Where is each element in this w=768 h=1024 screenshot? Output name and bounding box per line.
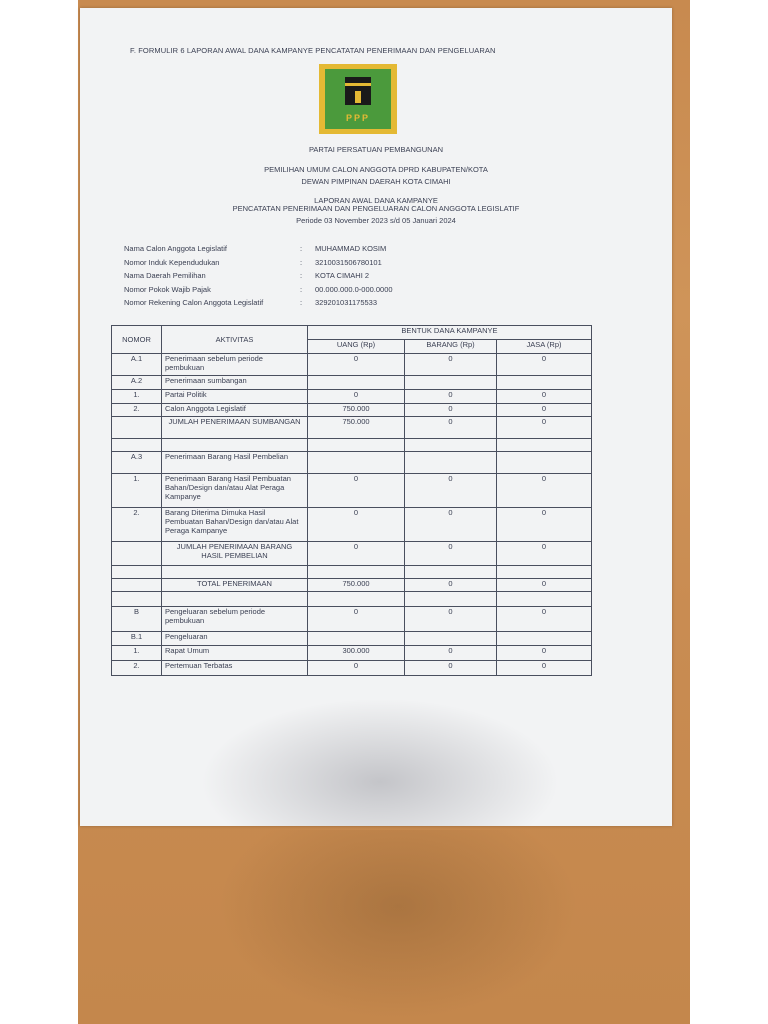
table-row: [112, 592, 592, 607]
row-number: 1.: [112, 390, 162, 404]
row-uang: 0: [308, 661, 405, 676]
info-separator: :: [300, 244, 303, 253]
row-jasa: 0: [497, 417, 592, 439]
row-jasa: [497, 439, 592, 452]
row-barang: [405, 376, 497, 390]
row-activity: JUMLAH PENERIMAAN BARANG HASIL PEMBELIAN: [162, 542, 308, 566]
row-number: 2.: [112, 661, 162, 676]
row-jasa: 0: [497, 646, 592, 661]
table-row: [112, 474, 592, 508]
row-activity: [162, 566, 308, 579]
row-number: 2.: [112, 404, 162, 417]
table-row: [112, 566, 592, 579]
table-row: [112, 661, 592, 676]
row-uang: 0: [308, 354, 405, 376]
row-barang: 0: [405, 354, 497, 376]
shadow: [200, 698, 560, 826]
row-jasa: 0: [497, 542, 592, 566]
row-jasa: 0: [497, 579, 592, 592]
form-title: F. FORMULIR 6 LAPORAN AWAL DANA KAMPANYE PENCATATAN PENERIMAAN DAN PENGELUARAN: [130, 46, 496, 55]
background-left: [0, 0, 78, 1024]
table-row: [112, 607, 592, 632]
table-row: [112, 579, 592, 592]
table-row: [112, 376, 592, 390]
info-separator: :: [300, 258, 303, 267]
row-jasa: 0: [497, 661, 592, 676]
row-number: [112, 566, 162, 579]
info-value: MUHAMMAD KOSIM: [315, 244, 387, 253]
logo-field: [325, 69, 391, 129]
row-number: A.1: [112, 354, 162, 376]
table-row: [112, 390, 592, 404]
row-activity: Penerimaan Barang Hasil Pembelian: [162, 452, 308, 474]
row-barang: [405, 592, 497, 607]
row-number: A.3: [112, 452, 162, 474]
table-row: [112, 404, 592, 417]
table-row: [112, 542, 592, 566]
kaaba-icon: [345, 77, 371, 105]
info-value: 00.000.000.0-000.0000: [315, 285, 393, 294]
header-barang: BARANG (Rp): [405, 340, 497, 354]
row-jasa: 0: [497, 508, 592, 542]
row-barang: 0: [405, 646, 497, 661]
row-jasa: [497, 566, 592, 579]
background-right: [690, 0, 768, 1024]
row-uang: [308, 566, 405, 579]
row-jasa: 0: [497, 474, 592, 508]
header-uang: UANG (Rp): [308, 340, 405, 354]
campaign-fund-table: [111, 325, 592, 676]
row-number: 1.: [112, 646, 162, 661]
table-header-row: [112, 326, 592, 340]
info-value: 329201031175533: [315, 298, 378, 307]
row-number: [112, 592, 162, 607]
row-jasa: [497, 592, 592, 607]
row-number: 1.: [112, 474, 162, 508]
row-barang: [405, 632, 497, 646]
election-line-1: PEMILIHAN UMUM CALON ANGGOTA DPRD KABUPATEN/KOTA: [264, 165, 488, 174]
info-label: Nama Daerah Pemilihan: [124, 271, 206, 280]
row-activity: Rapat Umum: [162, 646, 308, 661]
row-jasa: [497, 376, 592, 390]
party-logo: [319, 64, 397, 134]
table-row: [112, 646, 592, 661]
info-separator: :: [300, 298, 303, 307]
row-barang: 0: [405, 542, 497, 566]
row-barang: [405, 566, 497, 579]
header-aktivitas: AKTIVITAS: [162, 326, 308, 354]
row-barang: 0: [405, 474, 497, 508]
row-number: [112, 579, 162, 592]
kaaba-band: [345, 83, 371, 86]
row-activity: Pertemuan Terbatas: [162, 661, 308, 676]
row-barang: [405, 439, 497, 452]
row-uang: [308, 452, 405, 474]
row-barang: 0: [405, 508, 497, 542]
row-uang: [308, 439, 405, 452]
report-line-1: LAPORAN AWAL DANA KAMPANYE: [314, 196, 438, 205]
row-uang: [308, 592, 405, 607]
row-jasa: [497, 632, 592, 646]
row-jasa: 0: [497, 390, 592, 404]
row-number: [112, 542, 162, 566]
row-activity: Pengeluaran: [162, 632, 308, 646]
info-label: Nama Calon Anggota Legislatif: [124, 244, 227, 253]
row-barang: 0: [405, 579, 497, 592]
info-value: KOTA CIMAHI 2: [315, 271, 370, 280]
document-page: [80, 8, 672, 826]
row-uang: 750.000: [308, 579, 405, 592]
row-barang: 0: [405, 390, 497, 404]
election-line-2: DEWAN PIMPINAN DAERAH KOTA CIMAHI: [301, 177, 451, 186]
table-row: [112, 354, 592, 376]
row-number: [112, 417, 162, 439]
row-uang: 0: [308, 474, 405, 508]
row-activity: Calon Anggota Legislatif: [162, 404, 308, 417]
shadow: [218, 830, 578, 1020]
logo-text: PPP: [345, 113, 370, 123]
row-uang: 750.000: [308, 404, 405, 417]
row-uang: [308, 632, 405, 646]
row-activity: JUMLAH PENERIMAAN SUMBANGAN: [162, 417, 308, 439]
info-separator: :: [300, 271, 303, 280]
row-activity: Partai Politik: [162, 390, 308, 404]
info-separator: :: [300, 285, 303, 294]
row-uang: 0: [308, 607, 405, 632]
info-label: Nomor Induk Kependudukan: [124, 258, 220, 267]
header-jasa: JASA (Rp): [497, 340, 592, 354]
row-barang: [405, 452, 497, 474]
row-activity: Pengeluaran sebelum periode pembukuan: [162, 607, 308, 632]
report-line-2: PENCATATAN PENERIMAAN DAN PENGELUARAN CALON ANGGOTA LEGISLATIF: [232, 204, 520, 213]
header-bentuk-dana: BENTUK DANA KAMPANYE: [308, 326, 592, 340]
row-jasa: 0: [497, 607, 592, 632]
row-number: B: [112, 607, 162, 632]
row-jasa: 0: [497, 354, 592, 376]
report-period: Periode 03 November 2023 s/d 05 Januari 2024: [296, 216, 456, 225]
table-row: [112, 452, 592, 474]
row-jasa: [497, 452, 592, 474]
row-number: B.1: [112, 632, 162, 646]
row-number: 2.: [112, 508, 162, 542]
info-label: Nomor Pokok Wajib Pajak: [124, 285, 211, 294]
kaaba-door: [355, 91, 361, 103]
info-label: Nomor Rekening Calon Anggota Legislatif: [124, 298, 264, 307]
row-number: [112, 439, 162, 452]
row-activity: Penerimaan sumbangan: [162, 376, 308, 390]
row-activity: TOTAL PENERIMAAN: [162, 579, 308, 592]
row-barang: 0: [405, 417, 497, 439]
row-uang: 0: [308, 542, 405, 566]
table-row: [112, 439, 592, 452]
row-uang: 300.000: [308, 646, 405, 661]
table-row: [112, 632, 592, 646]
row-uang: 0: [308, 508, 405, 542]
row-uang: [308, 376, 405, 390]
row-activity: Penerimaan sebelum periode pembukuan: [162, 354, 308, 376]
row-barang: 0: [405, 661, 497, 676]
row-activity: Barang Diterima Dimuka Hasil Pembuatan Bahan/Design dan/atau Alat Peraga Kampanye: [162, 508, 308, 542]
row-jasa: 0: [497, 404, 592, 417]
table-row: [112, 508, 592, 542]
row-uang: 0: [308, 390, 405, 404]
party-name: PARTAI PERSATUAN PEMBANGUNAN: [308, 145, 444, 154]
row-barang: 0: [405, 404, 497, 417]
row-activity: [162, 592, 308, 607]
row-activity: [162, 439, 308, 452]
info-value: 3210031506780101: [315, 258, 382, 267]
row-activity: Penerimaan Barang Hasil Pembuatan Bahan/Design dan/atau Alat Peraga Kampanye: [162, 474, 308, 508]
header-nomor: NOMOR: [112, 326, 162, 354]
table-row: [112, 417, 592, 439]
row-barang: 0: [405, 607, 497, 632]
row-uang: 750.000: [308, 417, 405, 439]
row-number: A.2: [112, 376, 162, 390]
